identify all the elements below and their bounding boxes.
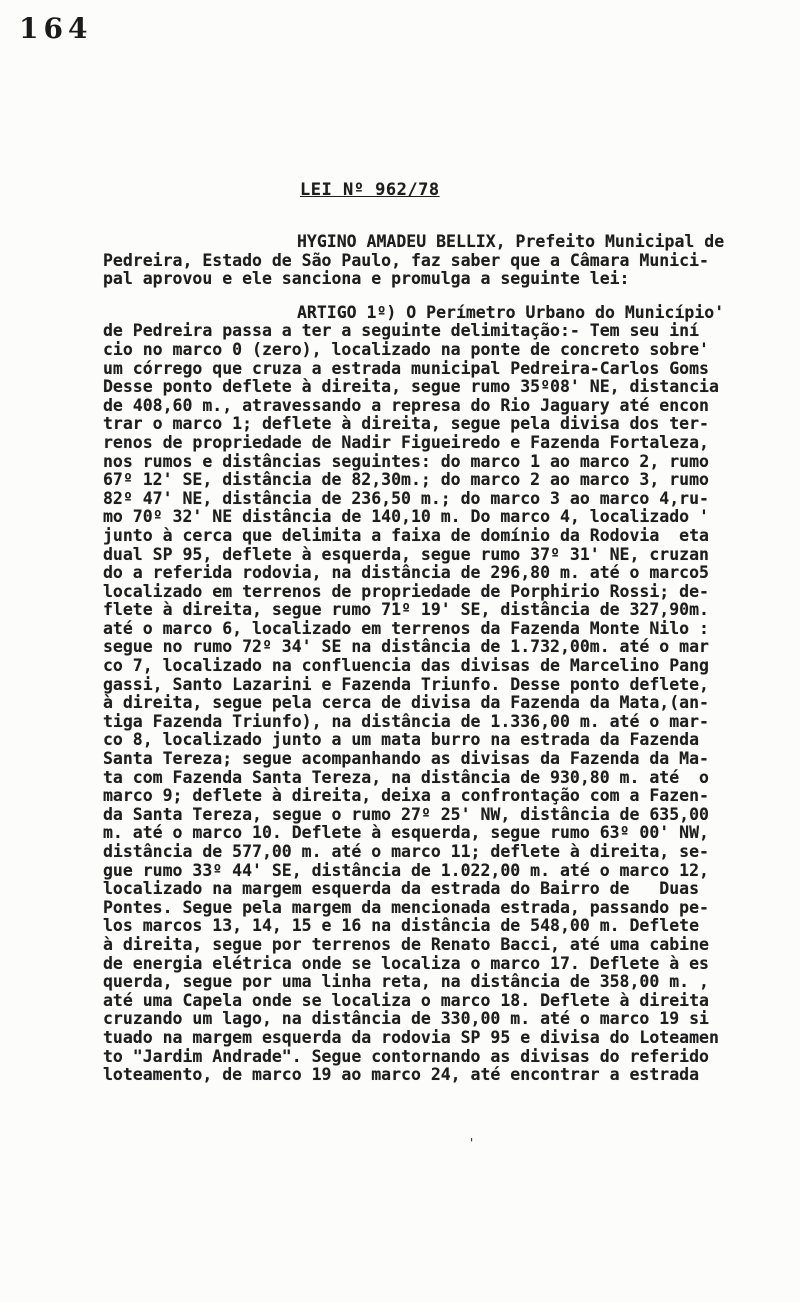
text-line: Santa Tereza; segue acompanhando as divisas da Fazenda da Ma- xyxy=(103,749,709,769)
text-line: à direita, segue por terrenos de Renato Bacci, até uma cabine xyxy=(103,934,709,954)
text-line: los marcos 13, 14, 15 e 16 na distância de 548,00 m. Deflete xyxy=(103,916,700,936)
text-line: gue rumo 33º 44' SE, distância de 1.022,00 m. até o marco 12, xyxy=(103,860,709,880)
text-line: querda, segue por uma linha reta, na distância de 358,00 m. , xyxy=(103,972,709,992)
text-line: do a referida rodovia, na distância de 296,80 m. até o marco5 xyxy=(103,563,709,583)
text-line: 82º 47' NE, distância de 236,50 m.; do marco 3 ao marco 4,ru- xyxy=(103,488,709,508)
text-line: trar o marco 1; deflete à direita, segue pela divisa dos ter- xyxy=(103,414,709,434)
text-line: tuado na margem esquerda da rodovia SP 95 e divisa do Loteamen xyxy=(103,1027,719,1047)
text-line: Pontes. Segue pela margem da mencionada estrada, passando pe- xyxy=(103,897,709,917)
text-line: à direita, segue pela cerca de divisa da Fazenda da Mata,(an- xyxy=(103,693,709,713)
article-1-paragraph xyxy=(103,304,763,1085)
text-line: Pedreira, Estado de São Paulo, faz saber que a Câmara Munici- xyxy=(103,250,709,270)
text-line: gassi, Santo Lazarini e Fazenda Triunfo. Desse ponto deflete, xyxy=(103,674,709,694)
text-line: de Pedreira passa a ter a seguinte delimitação:- Tem seu iní xyxy=(103,321,700,341)
text-line: cio no marco 0 (zero), localizado na ponte de concreto sobre' xyxy=(103,339,709,359)
page-number: 164 xyxy=(19,12,93,45)
text-line: pal aprovou e ele sanciona e promulga a seguinte lei: xyxy=(103,269,630,289)
text-line: de 408,60 m., atravessando a represa do Rio Jaguary até encon xyxy=(103,395,709,415)
text-line: junto à cerca que delimita a faixa de domínio da Rodovia eta xyxy=(103,525,709,545)
text-line: co 7, localizado na confluencia das divisas de Marcelino Pang xyxy=(103,656,709,676)
text-line: 67º 12' SE, distância de 82,30m.; do marco 2 ao marco 3, rumo xyxy=(103,470,709,490)
law-document xyxy=(103,180,763,1085)
text-line: m. até o marco 10. Deflete à esquerda, segue rumo 63º 00' NW, xyxy=(103,823,709,843)
text-line: nos rumos e distâncias seguintes: do marco 1 ao marco 2, rumo xyxy=(103,451,709,471)
text-line: cruzando um lago, na distância de 330,00 m. até o marco 19 si xyxy=(103,1009,709,1029)
text-line: até uma Capela onde se localiza o marco 18. Deflete à direita xyxy=(103,990,709,1010)
scan-artifact-mark: ' xyxy=(468,1136,476,1150)
preamble-paragraph xyxy=(103,233,763,289)
text-line: to "Jardim Andrade". Segue contornando as divisas do referido xyxy=(103,1046,709,1066)
text-line: até o marco 6, localizado em terrenos da Fazenda Monte Nilo : xyxy=(103,618,709,638)
text-line: dual SP 95, deflete à esquerda, segue rumo 37º 31' NE, cruzan xyxy=(103,544,709,564)
text-line: flete à direita, segue rumo 71º 19' SE, distância de 327,90m. xyxy=(103,600,709,620)
text-line: ARTIGO 1º) O Perímetro Urbano do Município' xyxy=(297,302,725,322)
text-line: Desse ponto deflete à direita, segue rumo 35º08' NE, distancia xyxy=(103,377,719,397)
text-line: segue no rumo 72º 34' SE na distância de 1.732,00m. até o mar xyxy=(103,637,709,657)
text-line: ta com Fazenda Santa Tereza, na distância de 930,80 m. até o xyxy=(103,767,709,787)
text-line: localizado na margem esquerda da estrada do Bairro de Duas xyxy=(103,879,700,899)
text-line: localizado em terrenos de propriedade de Porphirio Rossi; de- xyxy=(103,581,709,601)
text-line: da Santa Tereza, segue o rumo 27º 25' NW, distância de 635,00 xyxy=(103,804,709,824)
text-line: de energia elétrica onde se localiza o marco 17. Deflete à es xyxy=(103,953,709,973)
text-line: marco 9; deflete à direita, deixa a confrontação com a Fazen- xyxy=(103,786,709,806)
text-line: tiga Fazenda Triunfo), na distância de 1.336,00 m. até o mar- xyxy=(103,711,709,731)
text-line: loteamento, de marco 19 ao marco 24, até encontrar a estrada xyxy=(103,1065,700,1085)
text-line: co 8, localizado junto a um mata burro na estrada da Fazenda xyxy=(103,730,700,750)
text-line: HYGINO AMADEU BELLIX, Prefeito Municipal de xyxy=(297,232,725,251)
text-line: distância de 577,00 m. até o marco 11; deflete à direita, se- xyxy=(103,842,709,861)
text-line: um córrego que cruza a estrada municipal Pedreira-Carlos Goms xyxy=(103,358,709,378)
text-line: mo 70º 32' NE distância de 140,10 m. Do marco 4, localizado ' xyxy=(103,507,709,527)
text-line: renos de propriedade de Nadir Figueiredo e Fazenda Fortaleza, xyxy=(103,432,709,452)
law-title: LEI Nº 962/78 xyxy=(300,180,440,200)
